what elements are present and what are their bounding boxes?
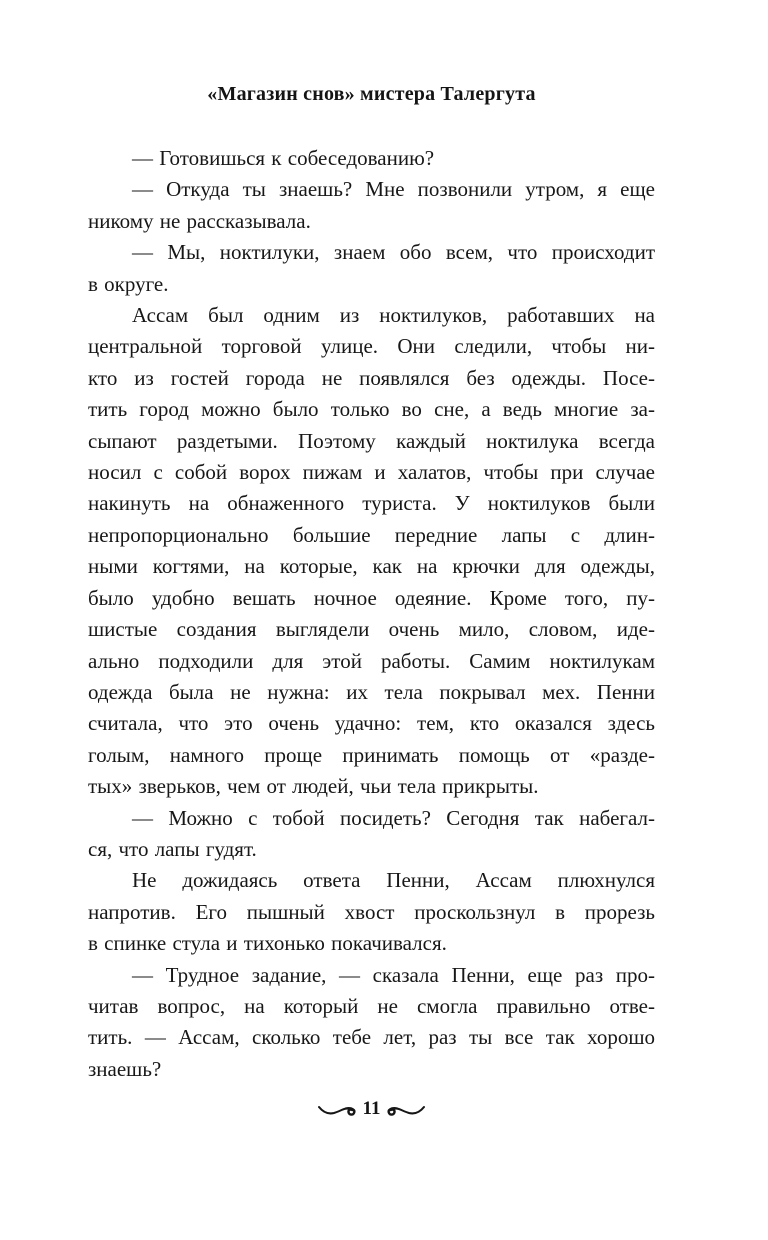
text-line: — Можно с тобой посидеть? Сегодня так набегал- (132, 805, 655, 830)
page-body-text (88, 143, 655, 1085)
text-line: — Готовишься к собеседованию? (132, 146, 435, 170)
page-number: 11 (362, 1098, 381, 1119)
text-line: знаешь? (88, 1056, 162, 1081)
text-line: центральной торговой улице. Они следили, чтобы ни- (88, 334, 655, 359)
text-line: в спинке стула и тихонько покачивался. (88, 931, 447, 956)
text-line: Не дожидаясь ответа Пенни, Ассам плюхнулся (132, 868, 655, 893)
text-line: никому не рассказывала. (88, 208, 311, 233)
text-line: накинуть на обнаженного туриста. У ноктилуков были (88, 491, 655, 516)
text-line: кто из гостей города не появлялся без одежды. Посе- (88, 365, 655, 390)
text-line: сыпают раздетыми. Поэтому каждый ноктилука всегда (88, 428, 655, 453)
text-line: ными когтями, на которые, как на крючки для одежды, (88, 554, 655, 579)
text-line: Ассам был одним из ноктилуков, работавших на (132, 303, 655, 328)
text-line: ся, что лапы гудят. (88, 836, 257, 861)
text-line: ально подходили для этой работы. Самим ноктилукам (88, 648, 655, 673)
text-line: — Откуда ты знаешь? Мне позвонили утром, я еще (132, 177, 655, 202)
text-line: было удобно вешать ночное одеяние. Кроме того, пу- (88, 585, 655, 610)
text-line: тить город можно было только во сне, а ведь многие за- (88, 397, 655, 422)
text-line: одежда была не нужна: их тела покрывал мех. Пенни (88, 679, 655, 704)
text-line: напротив. Его пышный хвост проскользнул в прорезь (88, 899, 655, 924)
text-line: в округе. (88, 271, 169, 296)
text-line: носил с собой ворох пижам и халатов, чтобы при случае (88, 460, 655, 485)
text-line: — Мы, ноктилуки, знаем обо всем, что происходит (132, 240, 655, 265)
swash-flourish-right-icon (385, 1100, 425, 1118)
text-line: читав вопрос, на который не смогла правильно отве- (88, 993, 655, 1018)
page-footer (88, 1099, 655, 1118)
text-line: тить. — Ассам, сколько тебе лет, раз ты все так хорошо (88, 1025, 655, 1050)
text-line: непропорционально большие передние лапы с длин- (88, 522, 655, 547)
text-line: считала, что это очень удачно: тем, кто оказался здесь (88, 711, 655, 736)
text-line: шистые создания выглядели очень мило, словом, иде- (88, 617, 655, 642)
running-header-title: «Магазин снов» мистера Талергута (207, 83, 536, 105)
swash-flourish-left-icon (318, 1100, 358, 1118)
text-line: голым, намного проще принимать помощь от «разде- (88, 742, 655, 767)
text-line: тых» зверьков, чем от людей, чьи тела прикрыты. (88, 774, 539, 799)
text-line: — Трудное задание, — сказала Пенни, еще раз про- (132, 962, 655, 987)
